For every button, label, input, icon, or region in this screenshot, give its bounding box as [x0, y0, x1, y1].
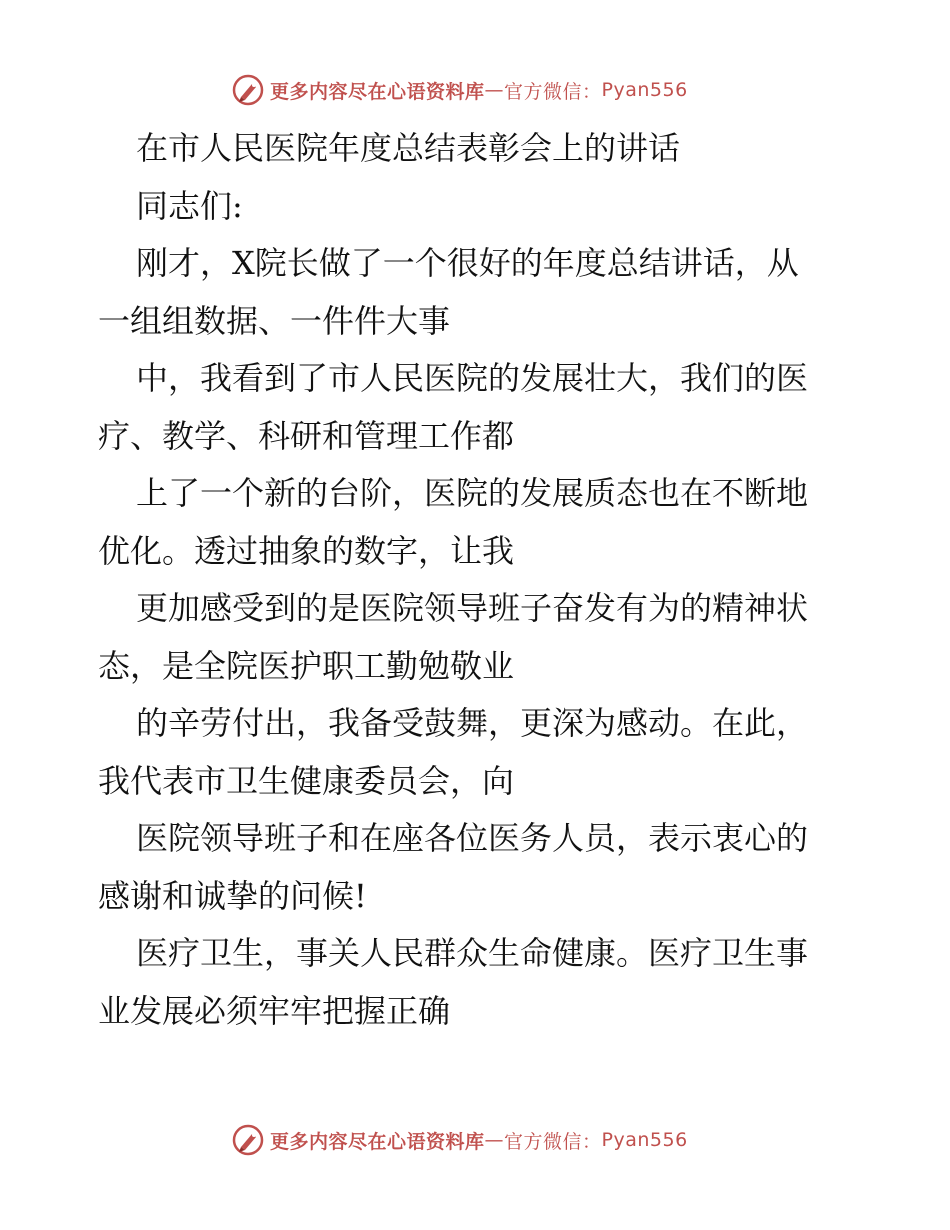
- footer-watermark-banner: [232, 1123, 732, 1157]
- banner-dash: —: [484, 79, 505, 101]
- paragraph-line: 医院领导班子和在座各位医务人员，表示衷心的: [136, 819, 809, 857]
- pen-logo-icon: [232, 1124, 264, 1156]
- paragraph-line: 上了一个新的台阶，医院的发展质态也在不断地: [136, 474, 809, 512]
- paragraph-line: 态，是全院医护职工勤勉敬业: [98, 646, 515, 685]
- paragraph-line: 优化。透过抽象的数字，让我: [98, 531, 515, 570]
- paragraph-line: 的辛劳付出，我备受鼓舞，更深为感动。在此，: [136, 704, 809, 742]
- paragraph-line: 我代表市卫生健康委员会，向: [98, 761, 515, 800]
- document-title: 在市人民医院年度总结表彰会上的讲话: [136, 129, 681, 167]
- paragraph-line: 疗、教学、科研和管理工作都: [98, 416, 515, 455]
- salutation: 同志们:: [136, 186, 243, 225]
- paragraph-line: 业发展必须牢牢把握正确: [98, 991, 451, 1030]
- document-body: [98, 120, 858, 1040]
- banner-wechat-id: Pyan556: [601, 79, 688, 101]
- banner-wechat-label: 官方微信：: [504, 80, 602, 103]
- paragraph-line: 更加感受到的是医院领导班子奋发有为的精神状: [136, 589, 809, 627]
- banner-dash: —: [484, 1129, 505, 1151]
- banner-wechat-label: 官方微信：: [504, 1130, 602, 1153]
- paragraph-line: 一组组数据、一件件大事: [98, 301, 451, 340]
- paragraph-line: 医疗卫生，事关人民群众生命健康。医疗卫生事: [136, 934, 809, 972]
- paragraph-line: 中，我看到了市人民医院的发展壮大，我们的医: [136, 359, 809, 397]
- banner-wechat-id: Pyan556: [601, 1129, 688, 1151]
- banner-main-text: 更多内容尽在心语资料库: [270, 80, 485, 103]
- header-watermark-banner: [232, 73, 732, 107]
- pen-logo-icon: [232, 74, 264, 106]
- paragraph-line: 感谢和诚挚的问候!: [98, 876, 367, 915]
- banner-main-text: 更多内容尽在心语资料库: [270, 1130, 485, 1153]
- paragraph-line: 刚才，X院长做了一个很好的年度总结讲话，从: [136, 244, 799, 282]
